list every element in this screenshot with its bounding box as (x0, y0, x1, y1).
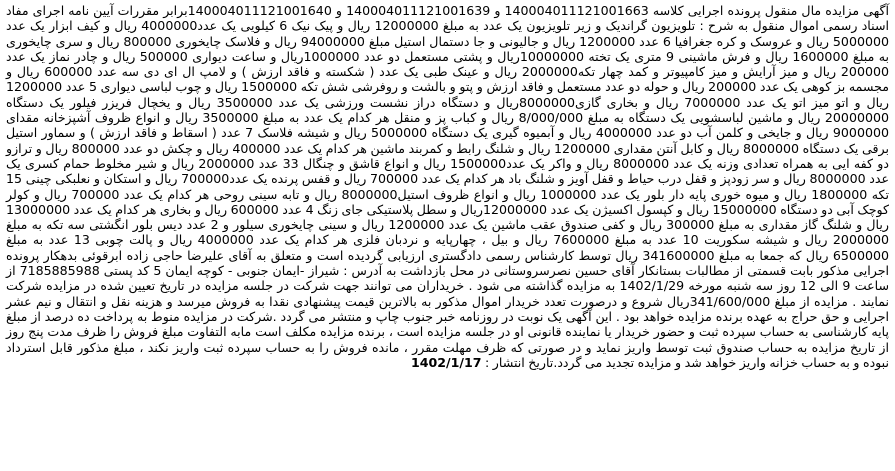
auction-notice-text (6, 3, 889, 370)
notice-body: آگهی مزایده مال منقول پرونده اجرایی کلاسه 140004011121001663 و 140004011121001639 و 140004011121001640برابر مقررات آیین نامه اجرای مفاد اسناد رسمی اموال منقول به شرح : تلویزیون گراندیک و زیر تلویزیون یک عدد به مبلغ 12000000 ریال و پیک نیک 6 کیلویی یک عدد4000000 ریال و کیف ابزار یک عدد 5000000 ریال و عروسک و کره جغرافیا 6 عدد 1200000 ریال و جالیونی و جا دستمال استیل مبلغ 94000000 ریال و فلاسک چایخوری 800000 ریال و سری چایخوری به مبلغ 1600000 ریال و فرش ماشینی 9 متری یک تخته 10000000ریال و پشتی مستعمل دو عدد 1000000ریال و ساعت دیواری 500000 ریال و چادر نماز یک عدد 200000 ریال و میز آرایش و میز کامپیوتر و کمد چهار تکه2000000 ریال و عینک طبی یک عدد ( شکسته و فاقد ارزش ) و لامپ ال ای دی سه عدد 600000 ریال و مجسمه بز کوهی یک عدد 200000 ریال و حوله دو عدد مستعمل و فاقد ارزش و پتو و بالشت و روفرشی شش تکه 1500000 ریال و چوب لباسی دیواری 5 عدد 1200000 ریال و اتو میز اتو یک عدد 7000000 ریال و بخاری گازی8000000ریال و دستگاه دراز نشست ورزشی یک عدد 3500000 ریال و یخچال فریزر فیلور یک دستگاه 20000000 ریال و ماشین لباسشویی یک دستگاه به مبلغ 8/000/000 ریال و کباب پز و منقل هر کدام یک عدد به مبلغ 3500000 ریال و انواع ظروف آشپزخانه مقدای 9000000 ریال و جایخی و کلمن آب دو عدد 4000000 ریال و آبمیوه گیری یک دستگاه 5000000 ریال و شیشه فلاسک 7 عدد ( اسقاط و فاقد ارزش ) و سماور استیل برقی یک دستگاه 8000000 ریال و کابل آنتن مقداری 1200000 ریال و شلنگ رابط و کمربند ماشین هر کدام یک عدد 400000 ریال و چکش دو عدد 800000 ریال و ترازو دو کفه ایی به همراه تعدادی وزنه یک عدد 8000000 ریال و واکر یک عدد1500000 ریال و انواع قاشق و چنگال 33 عدد 2000000 ریال و شیر مخلوط حمام کسری یک عدد 8000000 ریال و سر زودپز و قفل درب حیاط و قفل آویز و شلنگ باد هر کدام یک عدد 700000 ریال و قفس پرنده یک عدد700000 ریال و استکان و نعلبکی چینی 15 تکه 1800000 ریال و میوه خوری پایه دار بلور یک عدد 1000000 ریال و انواع ظروف استیل8000000 ریال و تابه سینی روحی هر کدام یک عدد 700000 ریال و کولر کوچک آبی دو دستگاه 15000000 ریال و کپسول اکسیژن یک عدد 12000000ریال و سطل پلاستیکی جای زنگ 4 عدد 600000 ریال و بخاری هر کدام یک عدد 13000000 ریال و شلنگ گاز مقداری به مبلغ 300000 ریال و کفی صندوق عقب ماشین یک عدد 1200000 ریال و سینی چایخوری سیلور و 2 عدد دیس بلور انگشتی سه تکه به مبلغ 2000000 ریال و شیشه سکوریت 10 عدد به مبلغ 7600000 ریال و بیل ، چهارپایه و نردبان فلزی هر کدام یک عدد 4000000 ریال و پالت چوبی 13 عدد به مبلغ 6500000 ریال که جمعا به مبلغ 341600000 ریال توسط کارشناس رسمی دادگستری ارزیابی گردیده است و متعلق به آقای علیرضا حاجی زاده ابرقوئی بدهکار پرونده اجرایی مذکور بابت قسمتی از مطالبات بستانکار آقای حسین نصرسروستانی در محل بازداشت به آدرس : شیراز -ایمان جنوبی - کوچه ایمان 5 کد پستی 7185885988 از ساعت 9 الی 12 روز سه شنبه مورخه 1402/1/29 به مزایده گذاشته می شود . خریداران می توانند جهت شرکت در جلسه مزایده در تاریخ تعیین شده در مزایده شرکت نمایند . مزایده از مبلغ 341/600/000ریال شروع و درصورت تعدد خریدار اموال مذکور به بالاترین قیمت پیشنهادی نقدا به فروش میرسد و هزینه نقل و انتقال و نیم عشر اجرایی و حق حراج به عهده برنده مزایده خواهد بود . این آگهی یک نوبت در روزنامه خبر جنوب چاپ و منتشر می گردد .شرکت در مزایده منوط به پرداخت ده درصد از مبلغ پایه کارشناسی به حساب سپرده ثبت و حضور خریدار یا نماینده قانونی او در جلسه مزایده است ، برنده مزایده مکلف است مابه التفاوت مبلغ فروش را ظرف مدت پنج روز از تاریخ مزایده به حساب صندوق ثبت توسط واریز نماید و در صورتی که ظرف مهلت مقرر ، مانده فروش را به حساب سپرده ثبت واریز نکند ، مبلغ مذکور قابل استرداد نبوده و به حساب خزانه واریز خواهد شد و مزایده تجدید می گردد.تاریخ انتشار : (6, 3, 890, 370)
publish-date: 1402/1/17 (410, 354, 482, 370)
